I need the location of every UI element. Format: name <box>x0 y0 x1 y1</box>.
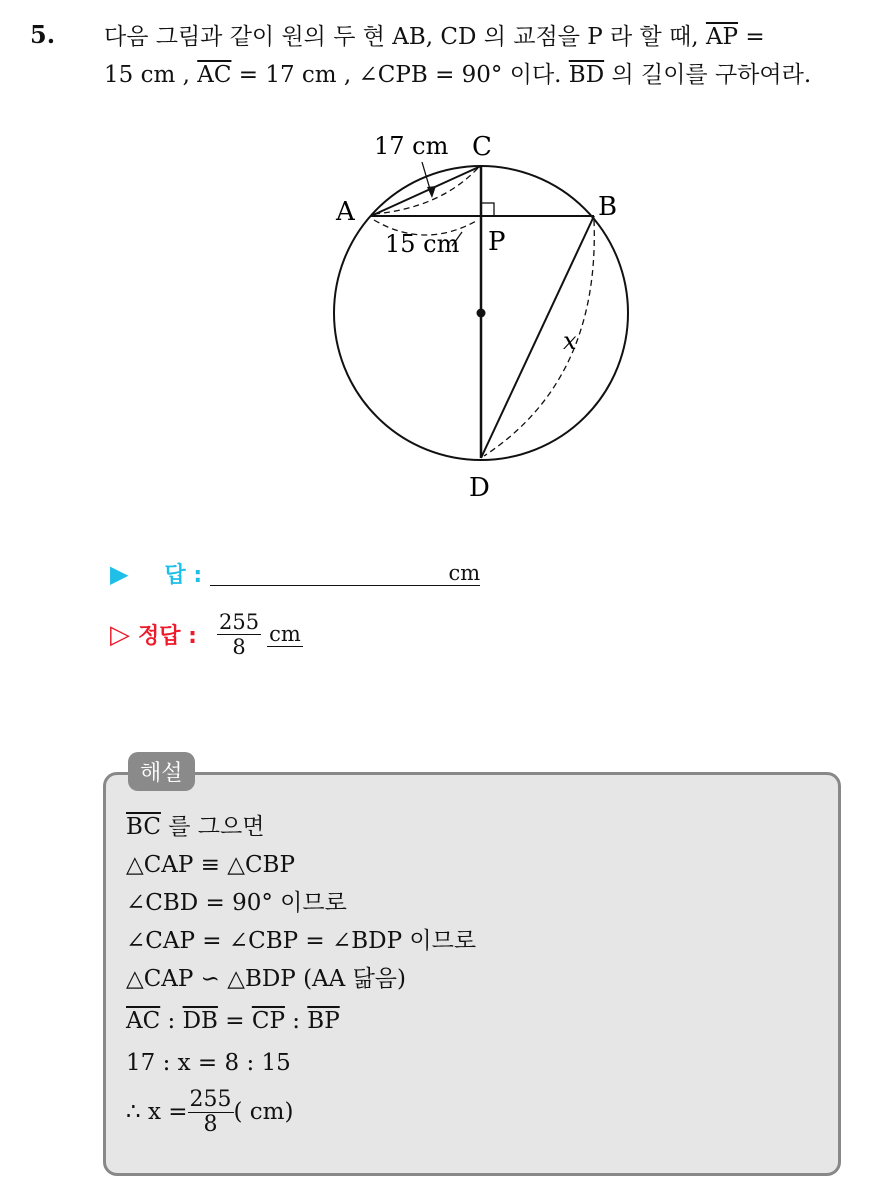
ac-value-and-angle: = 17 cm , ∠CPB = 90° 이다. <box>231 62 569 88</box>
ratio-colon-2: : <box>284 1008 308 1034</box>
ratio-colon-1: : <box>160 1008 183 1034</box>
solution-line-2: △CAP ≡ △CBP <box>126 852 295 878</box>
solution-line-4: ∠CAP = ∠CBP = ∠BDP 이므로 <box>126 928 477 954</box>
answer-arrow-icon: ▶ <box>110 559 129 588</box>
solution-line-6 <box>126 1002 476 1044</box>
question-ask: 의 길이를 구하여라. <box>604 62 812 88</box>
ratio-ac: $\overline{AC}$ <box>126 1008 161 1034</box>
question-text <box>104 18 874 94</box>
label-ac-length: 17 cm <box>374 132 449 160</box>
solution-line-5: △CAP ∽ △BDP (AA 닮음) <box>126 966 406 992</box>
segment-bd: $\overline{BD}$ <box>568 62 605 88</box>
solution-denominator: 8 <box>203 1111 218 1137</box>
label-c: C <box>472 132 492 162</box>
correct-unit: cm <box>269 622 301 646</box>
solution-line-3: ∠CBD = 90° 이므로 <box>126 890 347 916</box>
equals-sign: = <box>738 24 765 50</box>
solution-lines <box>126 808 476 1142</box>
circle-chord-figure <box>326 122 646 512</box>
answer-input[interactable]: cm <box>210 561 480 586</box>
solution-fraction <box>188 1088 234 1137</box>
leader-ac-arrowhead <box>427 186 436 198</box>
solution-numerator: 255 <box>189 1086 232 1112</box>
label-d: D <box>469 473 490 503</box>
ratio-db: $\overline{DB}$ <box>182 1008 218 1034</box>
correct-numerator: 255 <box>218 610 260 634</box>
question-number: 5. <box>30 20 56 49</box>
solution-therefore: ∴ x = <box>126 1099 188 1125</box>
correct-label: 정답 : <box>138 624 197 649</box>
correct-answer-row <box>110 610 303 659</box>
center-dot <box>477 309 486 318</box>
solution-segment-bc: $\overline{BC}$ <box>126 814 161 840</box>
solution-line-7: 17 : x = 8 : 15 <box>126 1050 291 1076</box>
correct-fraction <box>217 610 261 659</box>
ratio-equals: = <box>217 1008 252 1034</box>
answer-row <box>110 558 480 589</box>
correct-arrow-icon: ▷ <box>110 619 130 650</box>
label-b: B <box>598 192 618 222</box>
label-x: x <box>563 327 577 355</box>
solution-unit: ( cm) <box>233 1099 294 1125</box>
ap-value: 15 cm , <box>104 62 198 88</box>
ratio-cp: $\overline{CP}$ <box>251 1008 285 1034</box>
answer-label: 답 : <box>164 563 203 588</box>
segment-ap: $\overline{AP}$ <box>705 24 739 50</box>
label-p: P <box>488 227 506 257</box>
solution-line-1 <box>126 808 476 846</box>
label-a: A <box>336 197 355 227</box>
correct-denominator: 8 <box>232 635 246 659</box>
segment-ac: $\overline{AC}$ <box>197 62 232 88</box>
solution-line-8 <box>126 1082 476 1142</box>
solution-line-1-text: 를 그으면 <box>160 814 265 840</box>
right-angle-mark <box>481 203 494 216</box>
solution-tag: 해설 <box>128 752 195 791</box>
label-ap-length: 15 cm <box>385 230 460 258</box>
question-line1: 다음 그림과 같이 원의 두 현 AB, CD 의 교점을 P 라 할 때, <box>104 24 706 50</box>
ratio-bp: $\overline{BP}$ <box>307 1008 340 1034</box>
